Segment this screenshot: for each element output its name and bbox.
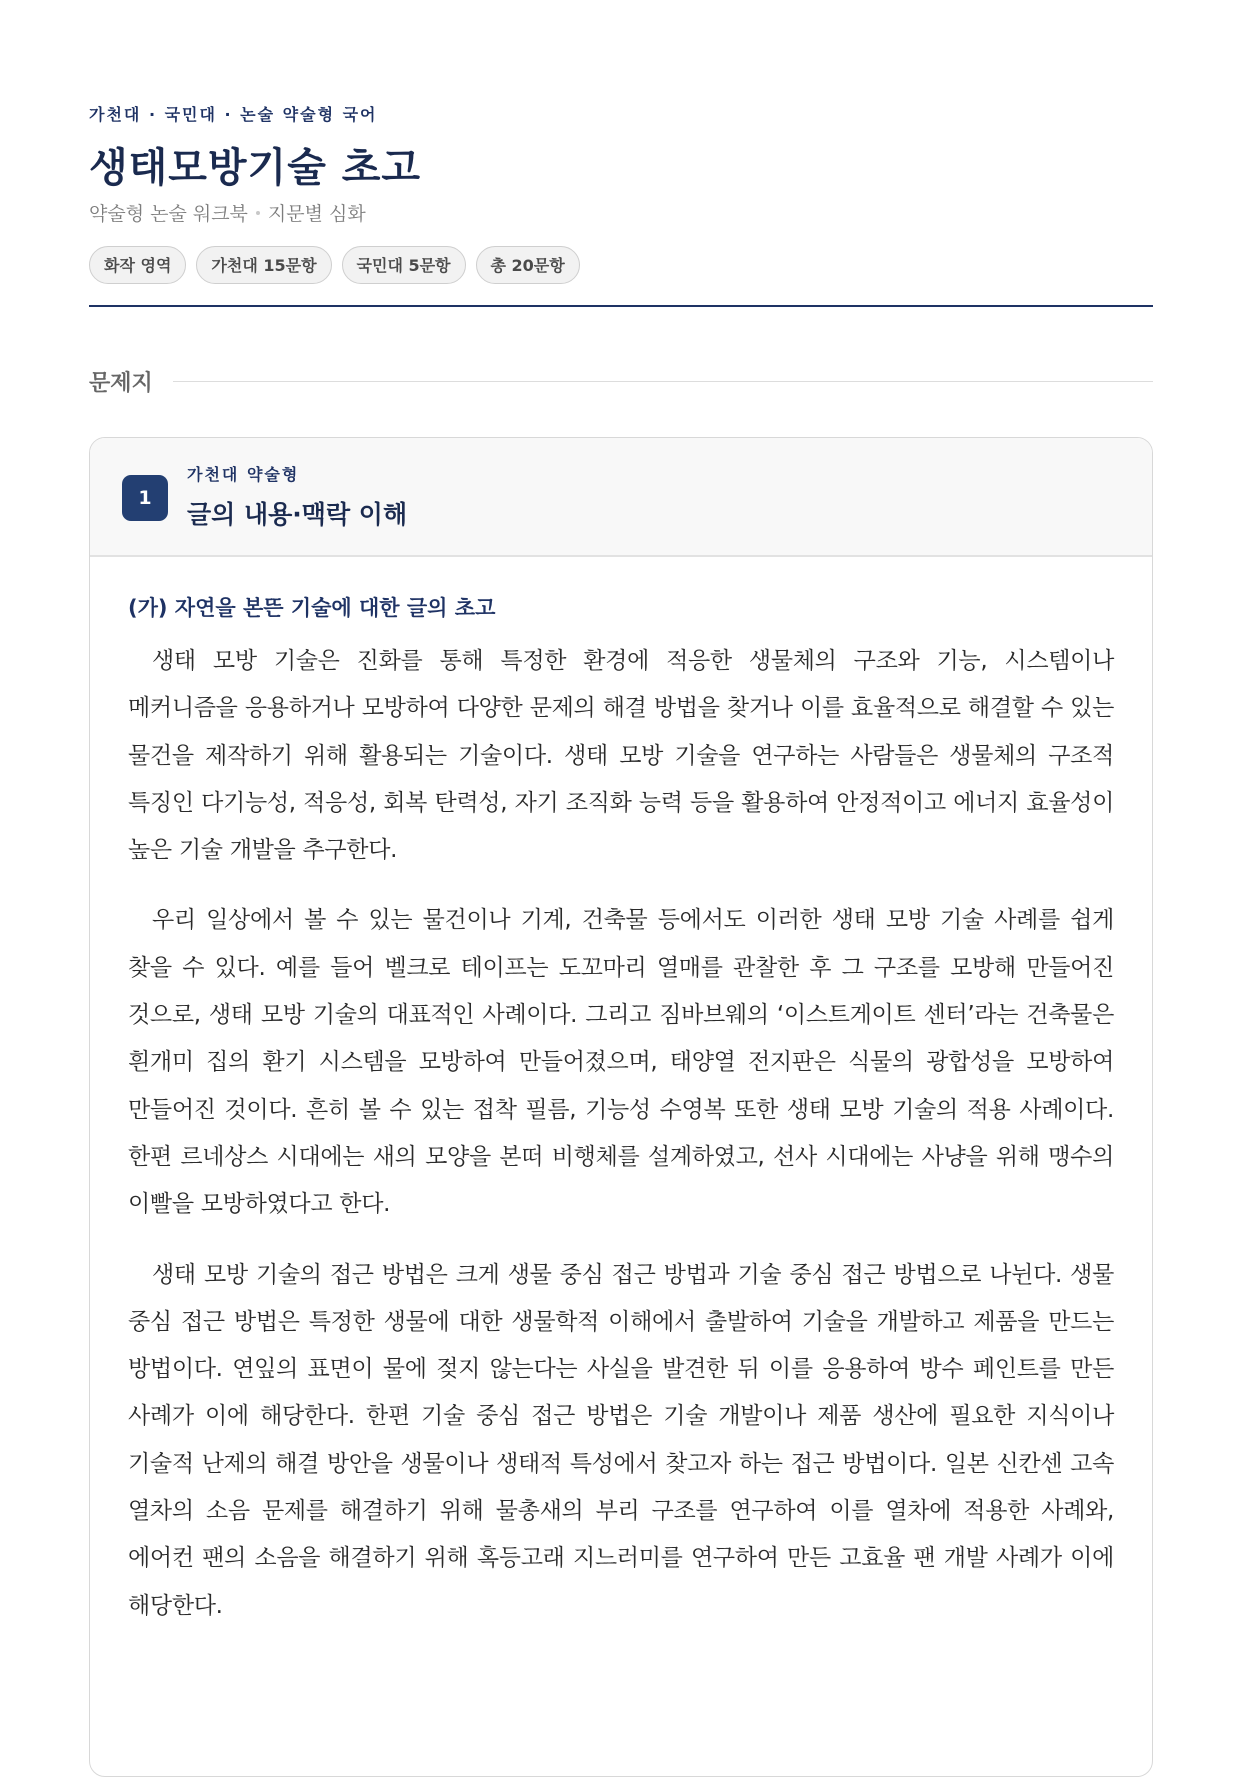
- passage-paragraph: 생태 모방 기술은 진화를 통해 특정한 환경에 적응한 생물체의 구조와 기능, 시스템이나 메커니즘을 응용하거나 모방하여 다양한 문제의 해결 방법을 찾거나 이를 효율적으로 해결할 수 있는 물건을 제작하기 위해 활용되는 기술이다. 생태 모방 기술을 연구하는 사람들은 생물체의 구조적 특징인 다기능성, 적응성, 회복 탄력성, 자기 조직화 능력 등을 활용하여 안정적이고 에너지 효율성이 높은 기술 개발을 추구한다.: [128, 648, 1114, 864]
- tag-chip-list: [89, 246, 580, 284]
- page-subtitle: [89, 199, 366, 226]
- chip-area: 화작 영역: [89, 246, 186, 284]
- subtitle-separator-dot: [256, 211, 260, 215]
- page-title: 생태모방기술 초고: [89, 145, 422, 191]
- header-eyebrow: 가천대 · 국민대 · 논술 약술형 국어: [89, 105, 378, 124]
- subtitle-depth: 지문별 심화: [267, 203, 366, 225]
- chip-kookmin-count: 국민대 5문항: [342, 246, 466, 284]
- worksheet-page: [89, 0, 1153, 1754]
- header-divider: [89, 305, 1153, 307]
- question-card-body: [90, 557, 1152, 1630]
- passage-title: (가) 자연을 본뜬 기술에 대한 글의 초고: [128, 596, 496, 620]
- passage-paragraph: 생태 모방 기술의 접근 방법은 크게 생물 중심 접근 방법과 기술 중심 접근 방법으로 나뉜다. 생물 중심 접근 방법은 특정한 생물에 대한 생물학적 이해에서 출발하여 기술을 개발하고 제품을 만드는 방법이다. 연잎의 표면이 물에 젖지 않는다는 사실을 발견한 뒤 이를 응용하여 방수 페인트를 만든 사례가 이에 해당한다. 한편 기술 중심 접근 방법은 기술 개발이나 제품 생산에 필요한 지식이나 기술적 난제의 해결 방안을 생물이나 생태적 특성에서 찾고자 하는 접근 방법이다. 일본 신칸센 고속 열차의 소음 문제를 해결하기 위해 물총새의 부리 구조를 연구하여 이를 열차에 적용한 사례와, 에어컨 팬의 소음을 해결하기 위해 혹등고래 지느러미를 연구하여 만든 고효율 팬 개발 사례가 이에 해당한다.: [128, 1261, 1114, 1619]
- chip-total-count: 총 20문항: [476, 246, 580, 284]
- question-tag: 가천대 약술형: [187, 465, 300, 484]
- chip-gachon-count: 가천대 15문항: [196, 246, 331, 284]
- section-divider: [173, 381, 1153, 382]
- question-card-header: [90, 438, 1152, 557]
- question-number-badge: 1: [122, 475, 168, 521]
- section-heading: [89, 366, 1153, 397]
- subtitle-workbook: 약술형 논술 워크북: [89, 203, 248, 225]
- section-label: 문제지: [89, 371, 153, 396]
- question-title: 글의 내용·맥락 이해: [187, 500, 408, 529]
- question-card: [89, 437, 1153, 1777]
- passage-paragraph: 우리 일상에서 볼 수 있는 물건이나 기계, 건축물 등에서도 이러한 생태 모방 기술 사례를 쉽게 찾을 수 있다. 예를 들어 벨크로 테이프는 도꼬마리 열매를 관찰한 후 그 구조를 모방해 만들어진 것으로, 생태 모방 기술의 대표적인 사례이다. 그리고 짐바브웨의 ‘이스트게이트 센터’라는 건축물은 흰개미 집의 환기 시스템을 모방하여 만들어졌으며, 태양열 전지판은 식물의 광합성을 모방하여 만들어진 것이다. 흔히 볼 수 있는 접착 필름, 기능성 수영복 또한 생태 모방 기술의 적용 사례이다. 한편 르네상스 시대에는 새의 모양을 본떠 비행체를 설계하였고, 선사 시대에는 사냥을 위해 맹수의 이빨을 모방하였다고 한다.: [128, 907, 1114, 1218]
